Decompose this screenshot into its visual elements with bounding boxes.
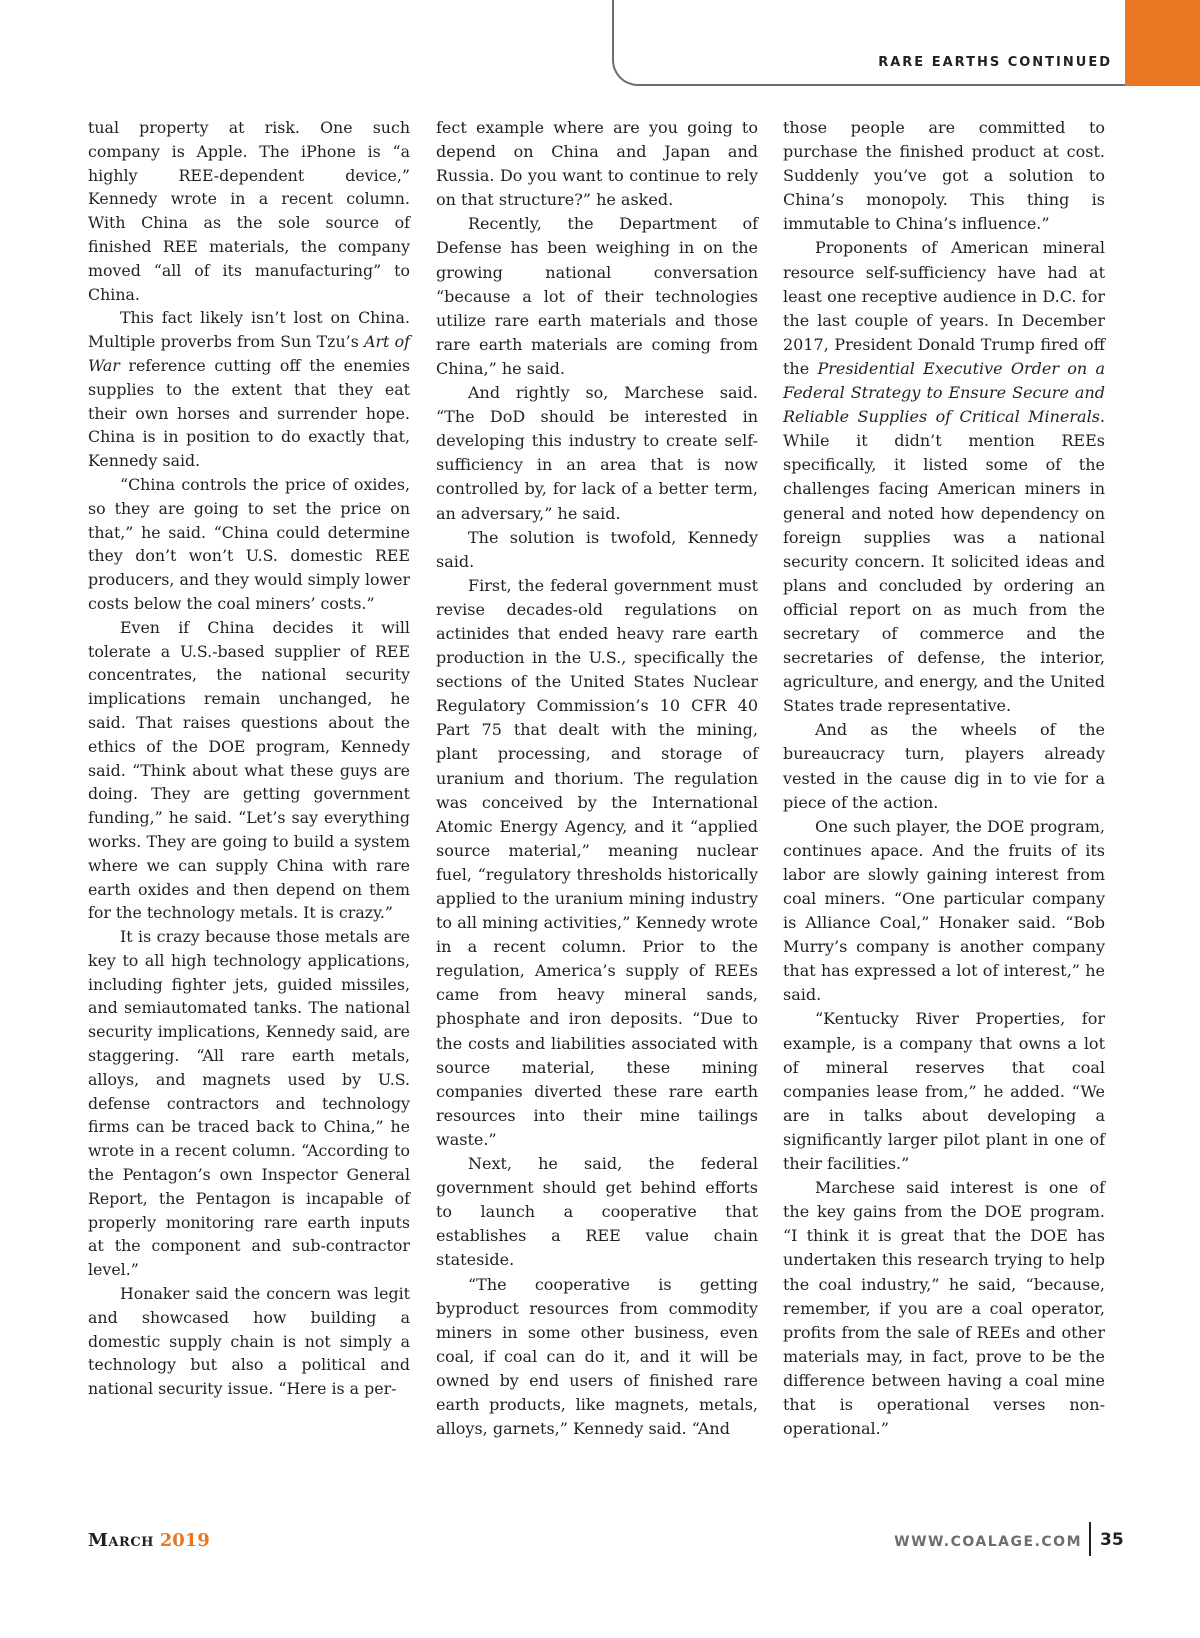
paragraph: those people are committed to purchase the finished product at cost. Suddenly you’ve got a solution to China’s monopoly. This thing is immutable to China’s influence.”: [783, 118, 1105, 234]
header-frame: [612, 0, 1200, 86]
paragraph: Recently, the Department of Defense has been weighing in on the growing national conversation “because a lot of their technologies utilize rare earth materials and those rare earth materials are coming from China,” he said.: [436, 214, 758, 378]
paragraph: fect example where are you going to depend on China and Japan and Russia. Do you want to continue to rely on that structure?” he asked.: [436, 118, 758, 210]
paragraph: Honaker said the concern was legit and showcased how building a domestic supply chain is not simply a technology but also a political and national security issue. “Here is a per-: [88, 1284, 410, 1399]
executive-order-title: Presidential Executive Order on a Federal Strategy to Ensure Secure and Reliable Supplies of Critical Minerals.: [783, 358, 1105, 427]
paragraph: This fact likely isn’t lost on China. Multiple proverbs from Sun Tzu’s Art of War reference cutting off the enemies supplies to the extent that they eat their own horses and surrender hope. China is in position to do exactly that, Kennedy said.: [88, 308, 411, 471]
book-title: Art of War: [88, 332, 411, 375]
paragraph: tual property at risk. One such company is Apple. The iPhone is “a highly REE-dependent device,” Kennedy wrote in a recent column. With China as the sole source of finished REE materials, the company moved “all of its manufacturing” to China.: [88, 118, 410, 304]
paragraph: “China controls the price of oxides, so they are going to set the price on that,” he said. “China could determine they don’t won’t U.S. domestic REE producers, and they would simply lower costs below the coal miners’ costs.”: [88, 474, 410, 613]
article-column-1: [88, 116, 410, 1401]
paragraph: Marchese said interest is one of the key gains from the DOE program. “I think it is great that the DOE has undertaken this research trying to help the coal industry,” he said, “because, remember, if you are a coal operator, profits from the sale of REEs and other materials may, in fact, prove to be the difference between having a coal mine that is operational verses non-operational.”: [783, 1178, 1105, 1439]
paragraph: “The cooperative is getting byproduct resources from commodity miners in some other business, even coal, if coal can do it, and it will be owned by end users of finished rare earth products, like magnets, metals, alloys, garnets,” Kennedy said. “And: [436, 1274, 758, 1439]
article-column-2: [436, 116, 758, 1441]
issue-year: 2019: [159, 1530, 210, 1551]
paragraph: It is crazy because those metals are key to all high technology applications, including fighter jets, guided missiles, and semiautomated tanks. The national security implications, Kennedy said, are staggering. “All rare earth metals, alloys, and magnets used by U.S. defense contractors and technology firms can be traced back to China,” he wrote in a recent column. “According to the Pentagon’s own Inspector General Report, the Pentagon is incapable of properly monitoring rare earth inputs at the component and sub-contractor level.”: [88, 927, 410, 1280]
issue-month: March: [88, 1530, 154, 1551]
paragraph: “Kentucky River Properties, for example, is a company that owns a lot of mineral reserves that coal companies lease from,” he added. “We are in talks about developing a significantly larger pilot plant in one of their facilities.”: [783, 1009, 1105, 1174]
paragraph: First, the federal government must revise decades-old regulations on actinides that ended heavy rare earth production in the U.S., specifically the sections of the United States Nuclear Regulatory Commission’s 10 CFR 40 Part 75 that dealt with the mining, plant processing, and storage of uranium and thorium. The regulation was conceived by the International Atomic Energy Agency, and it “applied source material,” meaning nuclear fuel, “regulatory thresholds historically applied to the uranium mining industry to all mining activities,” Kennedy wrote in a recent column. Prior to the regulation, America’s supply of REEs came from heavy mineral sands, phosphate and iron deposits. “Due to the costs and liabilities associated with source material, these mining companies diverted these rare earth resources into their mine tailings waste.”: [436, 575, 758, 1149]
footer-divider: [1089, 1522, 1091, 1556]
paragraph: Next, he said, the federal government should get behind efforts to launch a cooperative that establishes a REE value chain stateside.: [436, 1154, 758, 1270]
article-column-3: [783, 116, 1105, 1441]
website-link[interactable]: WWW.COALAGE.COM: [894, 1534, 1082, 1550]
issue-date: [88, 1530, 210, 1551]
paragraph: Proponents of American mineral resource self-sufficiency have had at least one receptive audience in D.C. for the last couple of years. In December 2017, President Donald Trump fired off the Presidential Executive Order on a Federal Strategy to Ensure Secure and Reliable Supplies of Critical Minerals. While it didn’t mention REEs specifically, it listed some of the challenges facing American miners in general and noted how dependency on foreign supplies was a national security concern. It solicited ideas and plans and concluded by ordering an official report on as much from the secretary of commerce and the secretaries of defense, the interior, agriculture, and energy, and the United States trade representative.: [783, 238, 1105, 716]
paragraph: And rightly so, Marchese said. “The DoD should be interested in developing this industry to create self-sufficiency in an area that is now controlled by, for lack of a better term, an adversary,” he said.: [436, 383, 758, 523]
paragraph: One such player, the DOE program, continues apace. And the fruits of its labor are slowly gaining interest from coal miners. “One particular company is Alliance Coal,” Honaker said. “Bob Murry’s company is another company that has expressed a lot of interest,” he said.: [783, 816, 1105, 1005]
orange-corner-tab: [1125, 0, 1200, 86]
page-number: 35: [1100, 1530, 1124, 1550]
section-label: RARE EARTHS CONTINUED: [878, 55, 1112, 70]
paragraph: Even if China decides it will tolerate a U.S.-based supplier of REE concentrates, the national security implications remain unchanged, he said. That raises questions about the ethics of the DOE program, Kennedy said. “Think about what these guys are doing. They are getting government funding,” he said. “Let’s say everything works. They are going to build a system where we can supply China with rare earth oxides and then depend on them for the technology metals. It is crazy.”: [88, 617, 410, 923]
paragraph: The solution is twofold, Kennedy said.: [436, 527, 758, 571]
paragraph: And as the wheels of the bureaucracy turn, players already vested in the cause dig in to vie for a piece of the action.: [783, 720, 1105, 812]
